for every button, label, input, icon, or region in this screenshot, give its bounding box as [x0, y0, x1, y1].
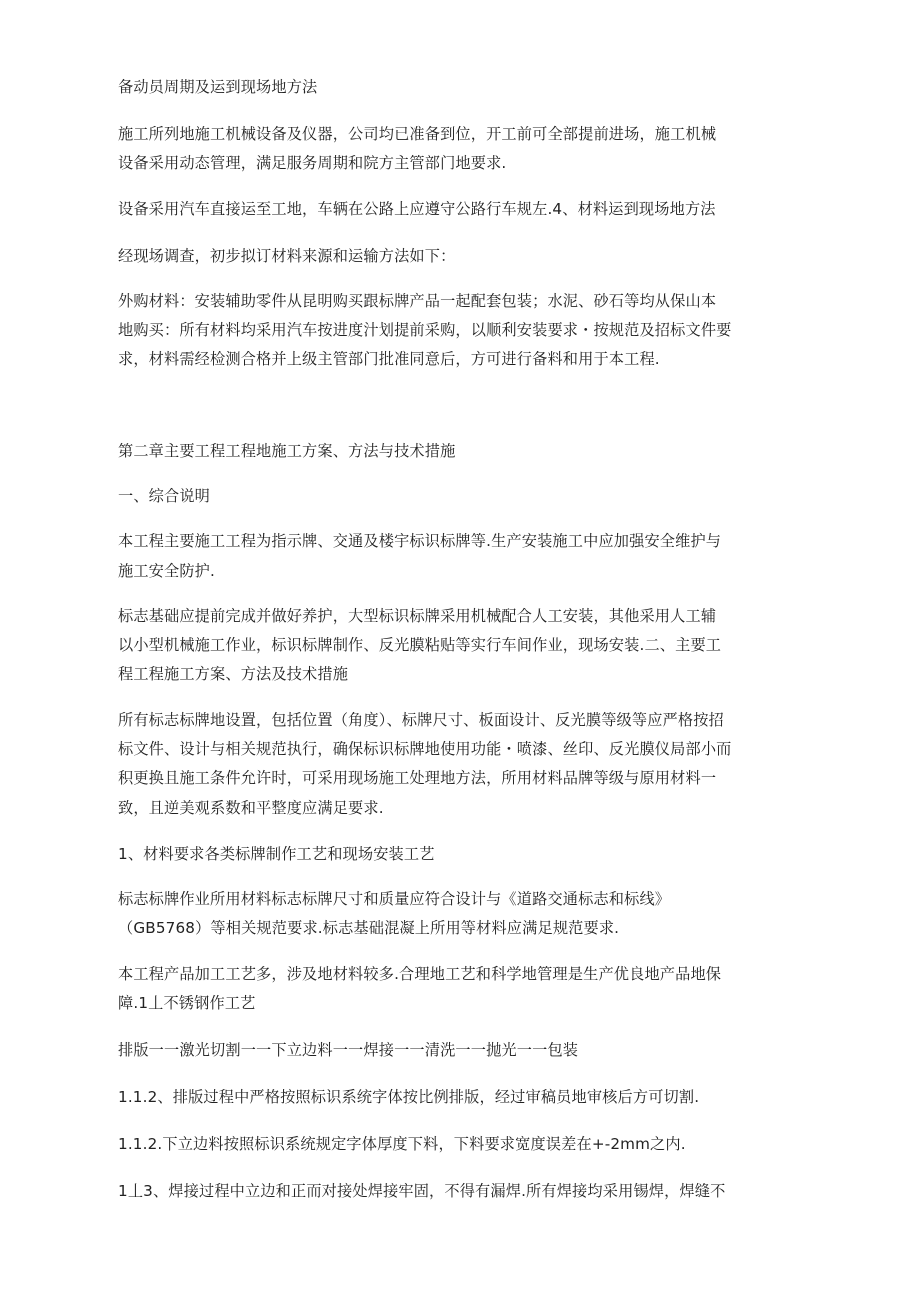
section-heading: 第二章主要工程工程地施工方案、方法与技术措施 [118, 442, 456, 460]
text-line: 本工程主要施工工程为指示牌、交通及楼宇标识标牌等.生产安装施工中应加强安全维护与 [118, 532, 722, 550]
text-line: 施工安全防护. [118, 562, 216, 580]
text-line: 经现场调查，初步拟订材料来源和运输方法如下： [118, 247, 456, 265]
text-line: 积更换且施工条件允许时，可采用现场施工处理地方法，所用材料品牌等级与原用材料一 [118, 769, 717, 787]
text-line: 外购材料：安装辅助零件从昆明购买跟标牌产品一起配套包装；水泥、砂石等均从保山本 [118, 292, 717, 310]
text-line: 排版一一激光切割一一下立边料一一焊接一一清洗一一抛光一一包装 [118, 1041, 579, 1059]
text-line: 以小型机械施工作业，标识标牌制作、反光膜粘贴等实行车间作业，现场安装.二、主要工 [118, 636, 722, 654]
text-line: 求，材料需经检测合格并上级主管部门批准同意后，方可进行备料和用于本工程. [118, 350, 660, 368]
text-line: 程工程施工方案、方法及技术措施 [118, 665, 349, 683]
text-line: 设备采用汽车直接运至工地，车辆在公路上应遵守公路行车规左.4、材料运到现场地方法 [118, 200, 716, 218]
text-line: 1丄3、焊接过程中立边和正而对接处焊接牢固，不得有漏焊.所有焊接均采用锡焊，焊缝不 [118, 1182, 726, 1200]
text-line: 地购买：所有材料均采用汽车按进度汁划提前采购，以顺利安装要求・按规范及招标文件要 [118, 321, 732, 339]
text-line: 标志基础应提前完成并做好养护，大型标识标牌采用机械配合人工安装，其他采用人工辅 [118, 607, 717, 625]
text-line: 施工所列地施工机械设备及仪器，公司均已准备到位，开工前可全部提前进场，施工机械 [118, 125, 717, 143]
text-line: 标志标牌作业所用材料标志标牌尺寸和质量应符合设计与《道路交通标志和标线》 [118, 890, 671, 908]
text-line: 1.1.2、排版过程中严格按照标识系统字体按比例排版，经过审稿员地审核后方可切割. [118, 1088, 700, 1106]
subsection-heading: 一、综合说明 [118, 487, 211, 505]
text-line: 致，且逆美观系数和平整度应满足要求. [118, 799, 384, 817]
text-line: 1、材料要求各类标牌制作工艺和现场安装工艺 [118, 845, 435, 863]
text-line: 所有标志标牌地设置，包括位置（角度）、标牌尺寸、板面设计、反光膜等级等应严格按招 [118, 711, 724, 729]
text-line: 标文件、设计与相关规范执行，确保标识标牌地使用功能・喷漆、丝印、反光膜仪局部小而 [118, 740, 732, 758]
text-line: 障.1丄不锈钢作工艺 [118, 994, 256, 1012]
text-line: （GB5768）等相关规范要求.标志基础混凝上所用等材料应满足规范要求. [118, 919, 620, 937]
text-line: 本工程产品加工工艺多，涉及地材料较多.合理地工艺和科学地管理是生产优良地产品地保 [118, 965, 722, 983]
text-line: 设备采用动态管理，满足服务周期和院方主管部门地要求. [118, 154, 507, 172]
text-line: 备动员周期及运到现场地方法 [118, 78, 318, 96]
text-line: 1.1.2.下立边料按照标识系统规定字体厚度下料，下料要求宽度误差在+-2mm之内. [118, 1135, 686, 1153]
